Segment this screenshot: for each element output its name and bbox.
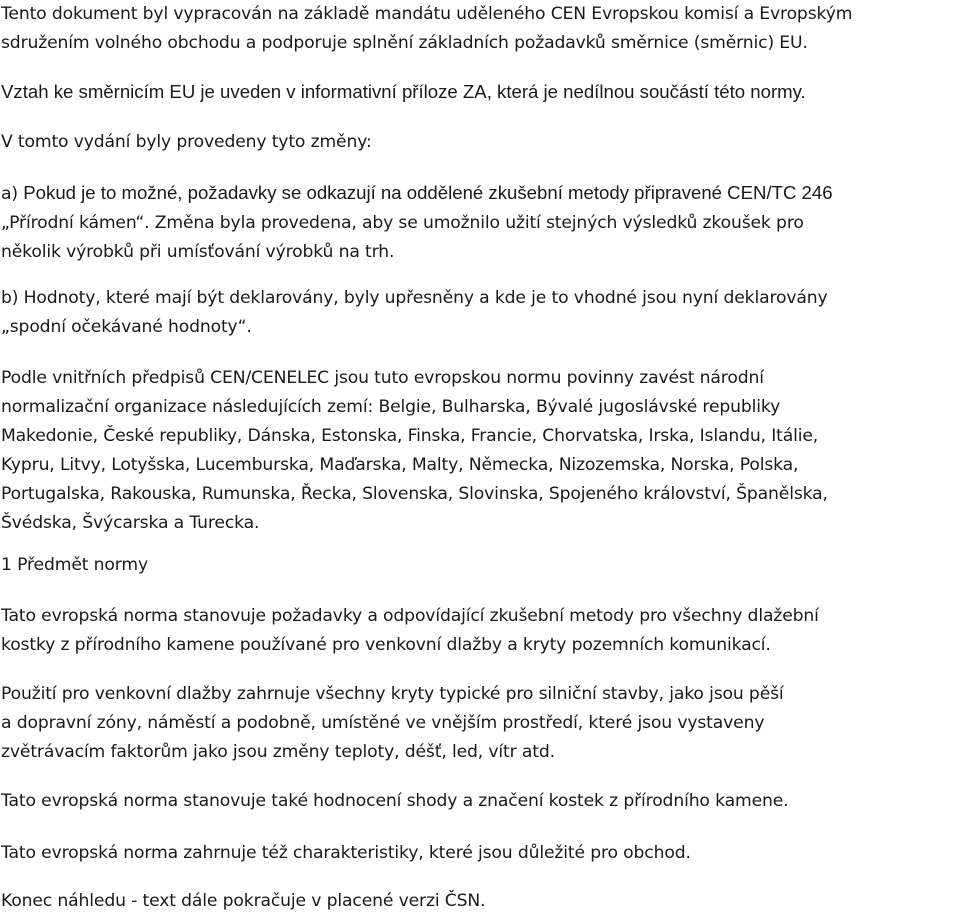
scope-paragraph [1,602,952,660]
change-b-line-2: „spodní očekávané hodnoty“. [1,317,252,337]
intro-line-1: Tento dokument byl vypracován na základě mandátu uděleného CEN Evropskou komisí a Evropským [1,4,853,24]
countries-line-4: Kypru, Litvy, Lotyšska, Lucemburska, Maďarska, Malty, Německa, Nizozemska, Norska, Polska, [1,455,799,475]
change-a-line-3: několik výrobků při umísťování výrobků na trh. [1,242,395,262]
intro-line-2: sdružením volného obchodu a podporuje splnění základních požadavků směrnice (směrnic) EU. [1,33,808,53]
preview-end-note: Konec náhledu - text dále pokračuje v placené verzi ČSN. [1,891,486,911]
section-heading: 1 Předmět normy [1,555,148,575]
usage-line-2: a dopravní zóny, náměstí a podobně, umístěné ve vnějším prostředí, které jsou vystaveny [1,713,765,733]
change-a-quoted-title: „Přírodní kámen“ [1,213,145,233]
conformity-paragraph: Tato evropská norma stanovuje také hodnocení shody a značení kostek z přírodního kamene. [1,791,789,811]
directive-relation-note: Vztah ke směrnicím EU je uveden v informativní příloze ZA, která je nedílnou součástí této normy. [1,81,806,102]
countries-line-6: Švédska, Švýcarska a Turecka. [1,513,260,533]
change-item-b [1,284,952,342]
scope-line-2: kostky z přírodního kamene používané pro venkovní dlažby a kryty pozemních komunikací. [1,635,771,655]
change-b-marker: b) [1,288,19,308]
scope-line-1: Tato evropská norma stanovuje požadavky a odpovídající zkušební metody pro všechny dlažební [1,606,819,626]
usage-paragraph [1,680,952,767]
change-a-line-2: . Změna byla provedena, aby se umožnilo užití stejných výsledků zkoušek pro [144,213,804,233]
change-a-line-1: Pokud je to možné, požadavky se odkazují na oddělené zkušební metody připravené CEN/TC 246 [23,182,833,203]
countries-paragraph [1,364,952,538]
countries-line-2: normalizační organizace následujících zemí: Belgie, Bulharska, Bývalé jugoslávské republiky [1,397,781,417]
characteristics-paragraph: Tato evropská norma zahrnuje též charakteristiky, které jsou důležité pro obchod. [1,843,691,863]
change-item-a [1,178,952,267]
countries-line-5: Portugalska, Rakouska, Rumunska, Řecka, Slovenska, Slovinska, Spojeného království, Španělska, [1,484,828,504]
intro-paragraph [1,0,952,58]
countries-line-3: Makedonie, České republiky, Dánska, Estonska, Finska, Francie, Chorvatska, Irska, Islandu, Itálie, [1,426,819,446]
countries-line-1: Podle vnitřních předpisů CEN/CENELEC jsou tuto evropskou normu povinny zavést národní [1,368,764,388]
usage-line-3: zvětrávacím faktorům jako jsou změny teploty, déšť, led, vítr atd. [1,742,555,762]
change-b-line-1: Hodnoty, které mají být deklarovány, byly upřesněny a kde je to vhodné jsou nyní deklarovány [23,288,828,308]
changes-heading: V tomto vydání byly provedeny tyto změny: [1,132,372,152]
usage-line-1: Použití pro venkovní dlažby zahrnuje všechny kryty typické pro silniční stavby, jako jsou pěší [1,684,784,704]
change-a-marker: a) [1,184,18,204]
